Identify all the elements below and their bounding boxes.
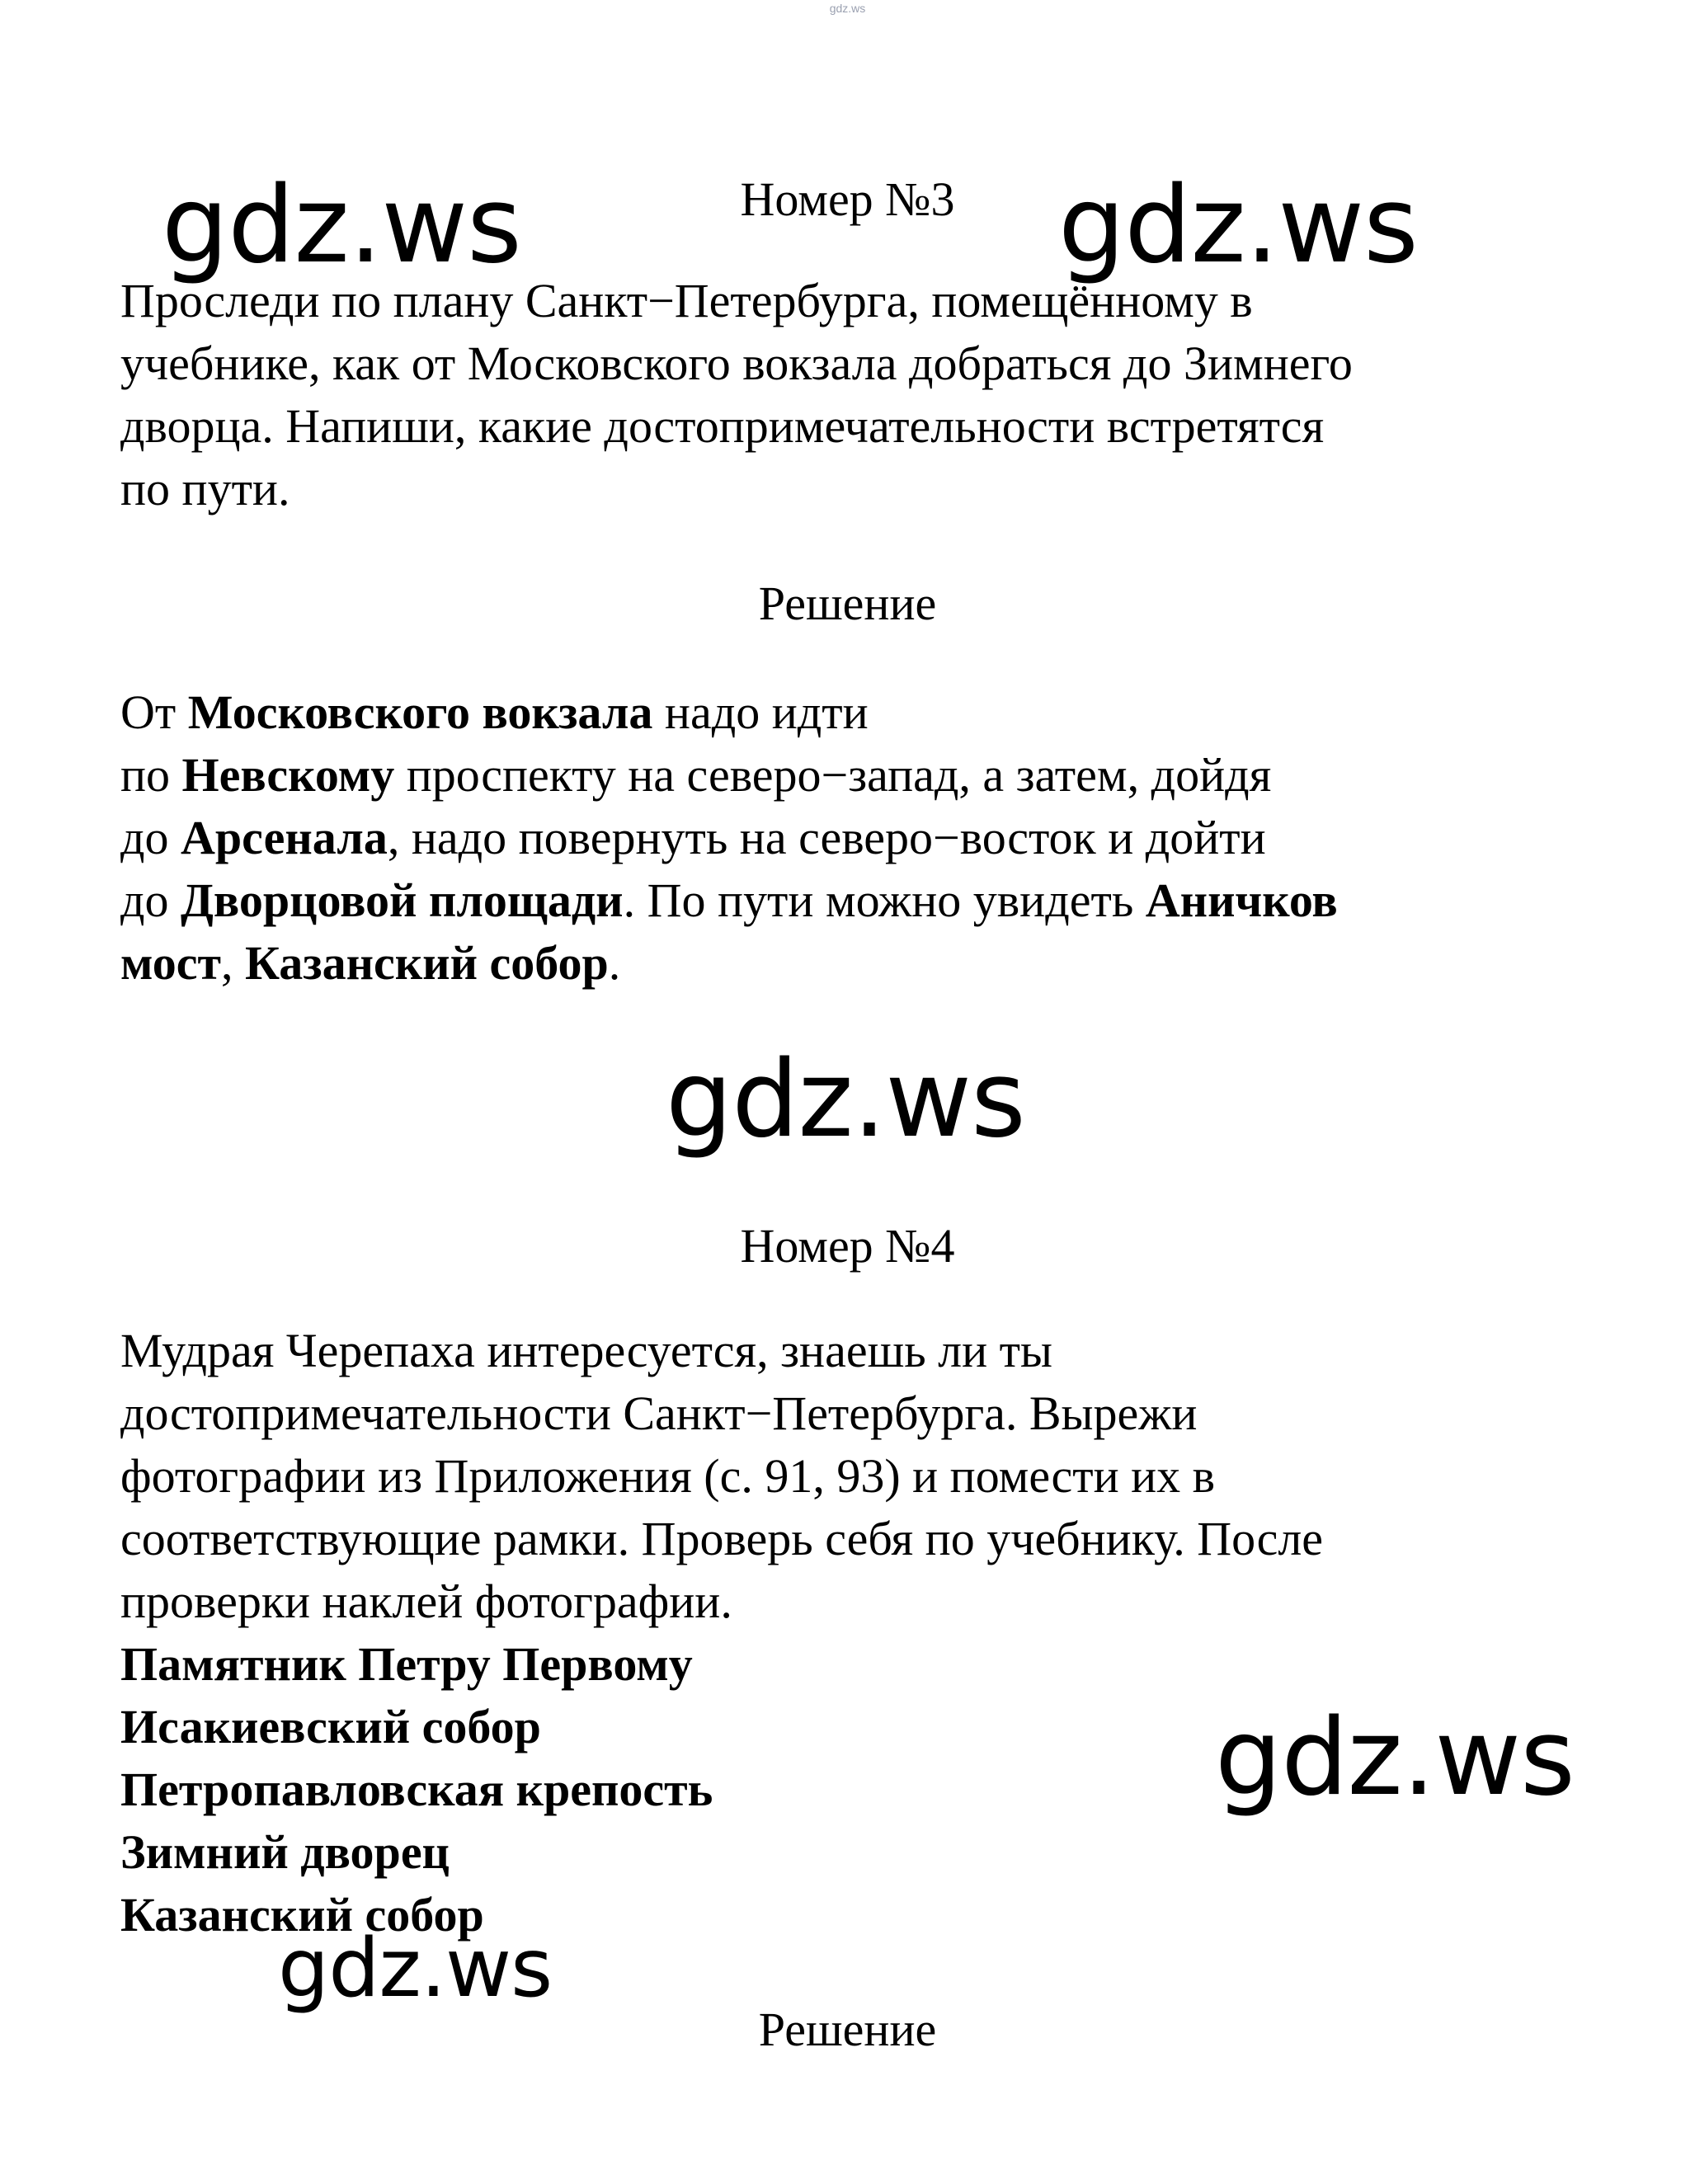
solution-line xyxy=(120,932,1605,995)
landmark-item: Петропавловская крепость xyxy=(120,1763,713,1816)
task3-question-line: учебнике, как от Московского вокзала добраться до Зимнего xyxy=(120,337,1353,390)
solution-line xyxy=(120,807,1605,869)
task4-question-line: соответствующие рамки. Проверь себя по учебнику. После xyxy=(120,1512,1324,1565)
task4-question xyxy=(120,1320,1605,1946)
task3-question-line: по пути. xyxy=(120,462,290,515)
solution-bold-term: Арсенала xyxy=(181,811,388,864)
task4-heading: Номер №4 xyxy=(740,1219,955,1273)
solution-bold-term: Казанский собор xyxy=(244,936,609,990)
watermark: gdz.ws xyxy=(162,164,521,287)
solution-line xyxy=(120,681,1605,744)
solution-bold-term: Дворцовой площади xyxy=(181,873,624,927)
solution-text: до xyxy=(120,873,181,927)
solution-text: до xyxy=(120,811,181,864)
task4-solution-heading: Решение xyxy=(758,2003,937,2056)
solution-bold-term: Аничков xyxy=(1145,873,1338,927)
solution-text: . xyxy=(608,936,621,990)
task3-solution xyxy=(120,681,1605,995)
watermark: gdz.ws xyxy=(666,1038,1025,1161)
task3-question xyxy=(120,270,1605,520)
site-mark-header: gdz.ws xyxy=(829,2,866,15)
task4-question-line: достопримечательности Санкт−Петербурга. Вырежи xyxy=(120,1386,1198,1440)
solution-bold-term: мост xyxy=(120,936,221,990)
task4-question-line: фотографии из Приложения (с. 91, 93) и помести их в xyxy=(120,1449,1216,1503)
landmark-item: Исакиевский собор xyxy=(120,1700,541,1753)
task3-solution-heading: Решение xyxy=(758,577,937,630)
watermark: gdz.ws xyxy=(1215,1697,1575,1819)
task4-question-line: Мудрая Черепаха интересуется, знаешь ли ты xyxy=(120,1324,1052,1377)
solution-text: надо идти xyxy=(652,685,869,739)
landmark-item: Памятник Петру Первому xyxy=(120,1637,693,1691)
landmark-item: Казанский собор xyxy=(120,1888,484,1942)
solution-bold-term: Невскому xyxy=(181,748,395,802)
task4-question-line: проверки наклей фотографии. xyxy=(120,1574,732,1628)
solution-bold-term: Московского вокзала xyxy=(187,685,653,739)
solution-line xyxy=(120,744,1605,807)
solution-text: . По пути можно увидеть xyxy=(623,873,1146,927)
task3-heading: Номер №3 xyxy=(740,172,955,226)
watermark: gdz.ws xyxy=(278,1922,553,2016)
solution-text: проспекту на северо−запад, а затем, дойдя xyxy=(394,748,1272,802)
watermark: gdz.ws xyxy=(1058,164,1418,287)
task3-question-line: дворца. Напиши, какие достопримечательности встретятся xyxy=(120,399,1325,453)
solution-line xyxy=(120,869,1605,932)
solution-text: , надо повернуть на северо−восток и дойти xyxy=(387,811,1266,864)
landmark-item: Зимний дворец xyxy=(120,1825,450,1879)
task3-question-line: Проследи по плану Санкт−Петербурга, помещённому в xyxy=(120,274,1253,327)
solution-text: , xyxy=(220,936,245,990)
solution-text: по xyxy=(120,748,182,802)
solution-text: От xyxy=(120,685,188,739)
